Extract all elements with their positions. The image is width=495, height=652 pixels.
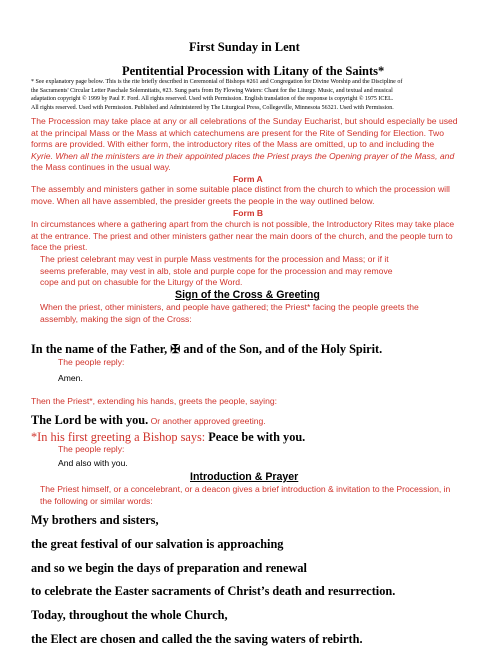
invocation-text: In the name of the Father, bbox=[31, 342, 171, 356]
footnote-line: All rights reserved. Used with Permission. Published and Administered by The Liturgical Press, Collegeville, Minnesota 56321. Used with Permission. bbox=[31, 105, 394, 112]
rubric-line: The Procession may take place at any or all celebrations of the Sunday Eucharist, but should especially be used bbox=[31, 116, 458, 126]
rubric-line: the following or similar words: bbox=[40, 495, 153, 506]
page-title: First Sunday in Lent bbox=[189, 40, 300, 54]
rubric-line: seems preferable, may vest in alb, stole and purple cope for the procession and may remove bbox=[40, 265, 393, 276]
rubric-line: The assembly and ministers gather in some suitable place distinct from the church to which the procession will bbox=[31, 184, 450, 194]
greeting-text: The Lord be with you. bbox=[31, 413, 149, 427]
greeting-alt-rubric: Or another approved greeting. bbox=[148, 416, 266, 426]
footnote-line: adaptation copyright © 1999 by Paul F. Ford. All rights reserved. Used with Permission. English translation of the response is copyright © 1975 ICEL. bbox=[31, 96, 394, 103]
form-b-text bbox=[31, 219, 454, 254]
people-reply-label: The people reply: bbox=[58, 357, 125, 367]
address-line: the great festival of our salvation is approaching bbox=[31, 536, 284, 551]
bishop-rubric: *In his first greeting a Bishop says: bbox=[31, 430, 209, 444]
rubric-line: move. When all have assembled, the presider greets the people in the way outlined below. bbox=[31, 195, 375, 206]
form-a-label: Form A bbox=[233, 174, 263, 184]
address-line: My brothers and sisters, bbox=[31, 513, 159, 527]
address-line: to celebrate the Easter sacraments of Christ’s death and resurrection. bbox=[31, 584, 396, 599]
rubric-line: The priest celebrant may vest in purple Mass vestments for the procession and Mass; or if it bbox=[40, 254, 389, 264]
form-b-label: Form B bbox=[233, 208, 264, 218]
footnote bbox=[31, 78, 402, 113]
cross-icon: ✠ bbox=[170, 342, 181, 356]
rubric-line: The Priest himself, or a concelebrant, or a deacon gives a brief introduction & invitation to the Procession, in bbox=[40, 484, 451, 494]
rubric-line: assembly, making the sign of the Cross: bbox=[40, 313, 192, 324]
people-reply-label: The people reply: bbox=[58, 444, 125, 454]
rubric-line: cope and put on chasuble for the Liturgy of the Word. bbox=[40, 277, 243, 288]
address-line: the Elect are chosen and called the the saving waters of rebirth. bbox=[31, 631, 363, 646]
intro-rubric bbox=[31, 116, 458, 174]
footnote-line: the Sacraments' Circular Letter Paschale Solemnitatis, #23. Sung parts from By Flowing Waters: Chant for the Liturgy. Music, and textual and musical bbox=[31, 87, 393, 94]
rubric-line: In circumstances where a gathering apart from the church is not possible, the Introductory Rites may take place bbox=[31, 219, 455, 229]
address-line: Today, throughout the whole Church, bbox=[31, 608, 228, 623]
sign-rubric bbox=[40, 302, 419, 325]
bishop-greeting: Peace be with you. bbox=[208, 430, 306, 444]
vestment-rubric bbox=[40, 254, 393, 289]
people-response: And also with you. bbox=[58, 458, 128, 468]
invocation bbox=[31, 342, 382, 357]
rubric-line: at the principal Mass or the Mass at which catechumens are present for the Rite of Sending for Election. Two bbox=[31, 127, 445, 138]
rubric-line: Kyrie. When all the ministers are in their appointed places the Priest prays the Opening prayer of the Mass, and bbox=[31, 150, 455, 161]
rubric-line: forms are provided. With either form, the introductory rites of the Mass are omitted, up to and including the bbox=[31, 139, 435, 150]
footnote-line: * See explanatory page below. This is the rite briefly described in Ceremonial of Bishops #261 and Congregation for Divine Worship and the Discipline of bbox=[31, 79, 403, 85]
rubric-line: the Mass continues in the usual way. bbox=[31, 162, 171, 173]
rubric-line: When the priest, other ministers, and people have gathered; the Priest* facing the people greets the bbox=[40, 302, 419, 312]
people-response: Amen. bbox=[58, 373, 83, 383]
priest-address bbox=[31, 509, 395, 652]
address-line: and so we begin the days of preparation and renewal bbox=[31, 560, 307, 575]
page-subtitle: Pentitential Procession with Litany of the Saints* bbox=[122, 64, 385, 78]
invocation-text: and of the Son, and of the Holy Spirit. bbox=[180, 342, 383, 356]
sign-of-cross-heading: Sign of the Cross & Greeting bbox=[175, 289, 320, 301]
introduction-heading: Introduction & Prayer bbox=[190, 471, 299, 483]
rubric-line: face the priest. bbox=[31, 242, 88, 253]
form-a-text bbox=[31, 184, 450, 207]
rubric-line: at the entrance. The priest and other ministers gather near the main doors of the church, and the people turn to bbox=[31, 230, 453, 241]
greeting-line bbox=[31, 411, 266, 429]
greeting-rubric: Then the Priest*, extending his hands, greets the people, saying: bbox=[31, 396, 278, 406]
intro-prayer-rubric bbox=[40, 484, 450, 507]
